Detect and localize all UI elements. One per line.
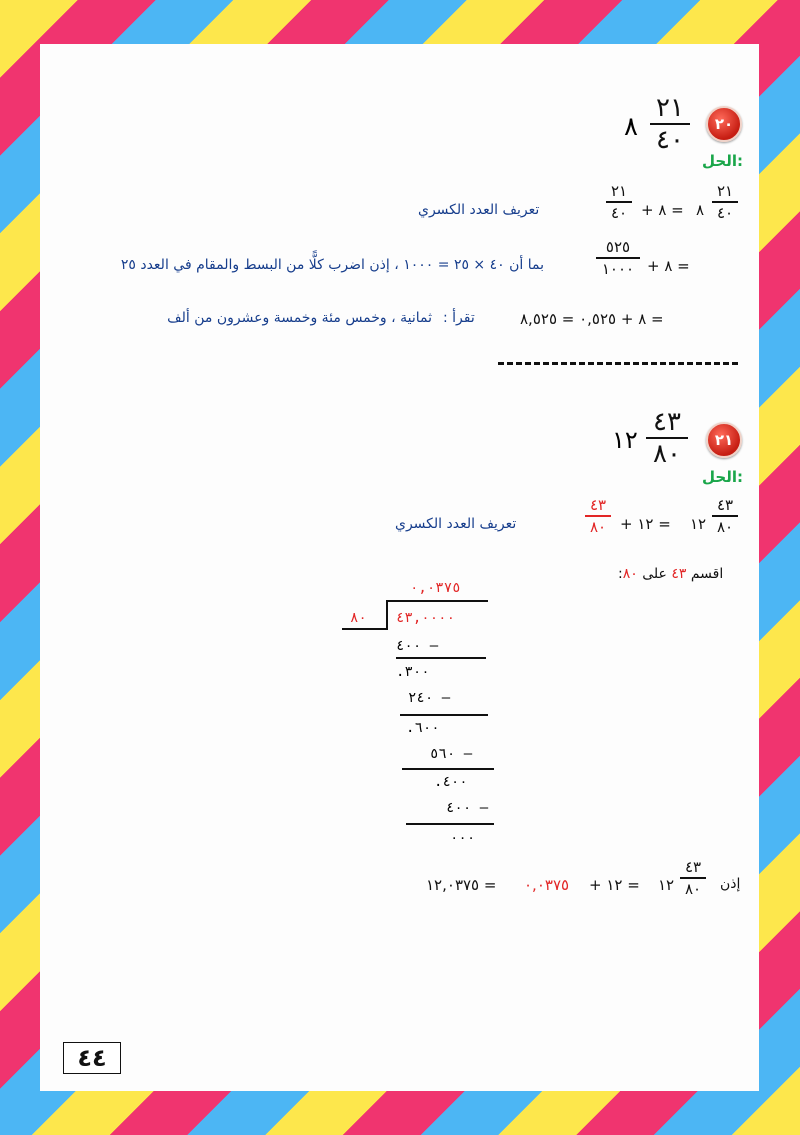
p21-result-den: ٨٠ — [684, 879, 702, 898]
ld-step-8: ٠٠٠ — [450, 830, 476, 846]
problem-20-solution-label: الحل: — [702, 152, 743, 170]
divide-a: ٤٣ — [671, 566, 687, 582]
ld-rule-2 — [400, 714, 488, 716]
p20-l1-left-num: ٢١ — [716, 182, 734, 200]
p21-l1-right-den: ٨٠ — [589, 517, 607, 536]
p21-result-num: ٤٣ — [684, 858, 702, 876]
p20-l2-prefix: = ٨ + — [647, 257, 690, 275]
p20-l2-den: ١٠٠٠ — [601, 259, 635, 278]
p21-l1-left-num: ٤٣ — [716, 496, 734, 514]
ld-step-4: .٦٠٠ — [406, 720, 440, 736]
p20-l3-read-label: تقرأ : — [443, 310, 475, 326]
p20-l1-left-den: ٤٠ — [716, 203, 734, 222]
page-number: ٤٤ — [63, 1042, 121, 1074]
problem-21-whole: ١٢ — [612, 426, 638, 454]
p20-l1-note: تعريف العدد الكسري — [418, 202, 540, 218]
divide-b: ٨٠ — [622, 566, 638, 582]
ld-rule-3 — [402, 768, 494, 770]
p21-l1-left-fraction — [712, 496, 738, 536]
p21-result-label: إذن — [720, 876, 741, 892]
ld-top-line — [386, 600, 488, 602]
p20-l2-fraction — [596, 238, 640, 278]
ld-step-1: ٤٠٠ – — [396, 638, 439, 654]
problem-20-number: ٢٠ — [714, 115, 734, 133]
ld-bracket-bottom — [342, 628, 388, 630]
ld-dividend: ٤٣,٠٠٠٠ — [396, 610, 456, 626]
p21-result-decimal: ٠,٠٣٧٥ — [524, 876, 570, 894]
problem-21-denominator: ٨٠ — [653, 439, 681, 469]
p21-l1-right-num: ٤٣ — [589, 496, 607, 514]
problem-21-badge — [706, 422, 742, 458]
ld-step-6: .٤٠٠ — [434, 774, 468, 790]
p21-divide-instruction — [618, 566, 723, 582]
p20-l3-read-text: ثمانية ، وخمس مئة وخمسة وعشرون من ألف — [167, 310, 432, 326]
ld-divisor: ٨٠ — [350, 610, 367, 626]
p21-result-whole: ١٢ — [658, 876, 675, 894]
problem-20-fraction — [650, 94, 690, 154]
problem-21-number: ٢١ — [714, 431, 734, 449]
worksheet-page — [40, 44, 759, 1091]
p21-result-eq1: = ١٢ + — [589, 876, 640, 894]
section-divider — [498, 362, 738, 365]
divide-colon: : — [618, 566, 623, 582]
p20-l2-num: ٥٢٥ — [605, 238, 631, 256]
ld-step-2: .٣٠٠ — [396, 664, 430, 680]
ld-rule-4 — [406, 823, 494, 825]
p20-l1-right-fraction — [606, 182, 632, 222]
p20-l3-expr: = ٨ + ٠,٥٢٥ = ٨,٥٢٥ — [520, 310, 664, 328]
p20-l1-middle: = ٨ + — [641, 201, 684, 219]
p20-l1-left-fraction — [712, 182, 738, 222]
problem-21-numerator: ٤٣ — [653, 407, 681, 437]
ld-step-7: ٤٠٠ – — [446, 800, 489, 816]
p21-l1-middle: = ١٢ + — [620, 515, 671, 533]
p21-l1-note: تعريف العدد الكسري — [395, 516, 517, 532]
p21-l1-right-fraction — [585, 496, 611, 536]
p20-l1-left-whole: ٨ — [696, 201, 705, 219]
p21-l1-left-den: ٨٠ — [716, 517, 734, 536]
ld-rule-1 — [396, 657, 486, 659]
p20-l1-right-num: ٢١ — [610, 182, 628, 200]
ld-step-5: ٥٦٠ – — [430, 746, 473, 762]
problem-20-denominator: ٤٠ — [656, 125, 684, 155]
problem-21-solution-label: الحل: — [702, 468, 743, 486]
p21-result-fraction — [680, 858, 706, 898]
p21-l1-left-whole: ١٢ — [690, 515, 707, 533]
ld-bracket-vertical — [386, 600, 388, 630]
divide-word1: اقسم — [690, 566, 724, 582]
problem-20-whole: ٨ — [624, 112, 638, 142]
problem-21-fraction — [646, 408, 688, 468]
divide-word2: على — [642, 566, 667, 582]
ld-quotient: ٠,٠٣٧٥ — [410, 580, 461, 596]
p20-l2-note: بما أن ٤٠ × ٢٥ = ١٠٠٠ ، إذن اضرب كلًّا من البسط والمقام في العدد ٢٥ — [120, 257, 544, 273]
problem-20-badge — [706, 106, 742, 142]
p20-l1-right-den: ٤٠ — [610, 203, 628, 222]
ld-step-3: ٢٤٠ – — [408, 690, 451, 706]
p21-result-eq2: = ١٢,٠٣٧٥ — [426, 876, 497, 894]
problem-20-numerator: ٢١ — [656, 93, 684, 123]
